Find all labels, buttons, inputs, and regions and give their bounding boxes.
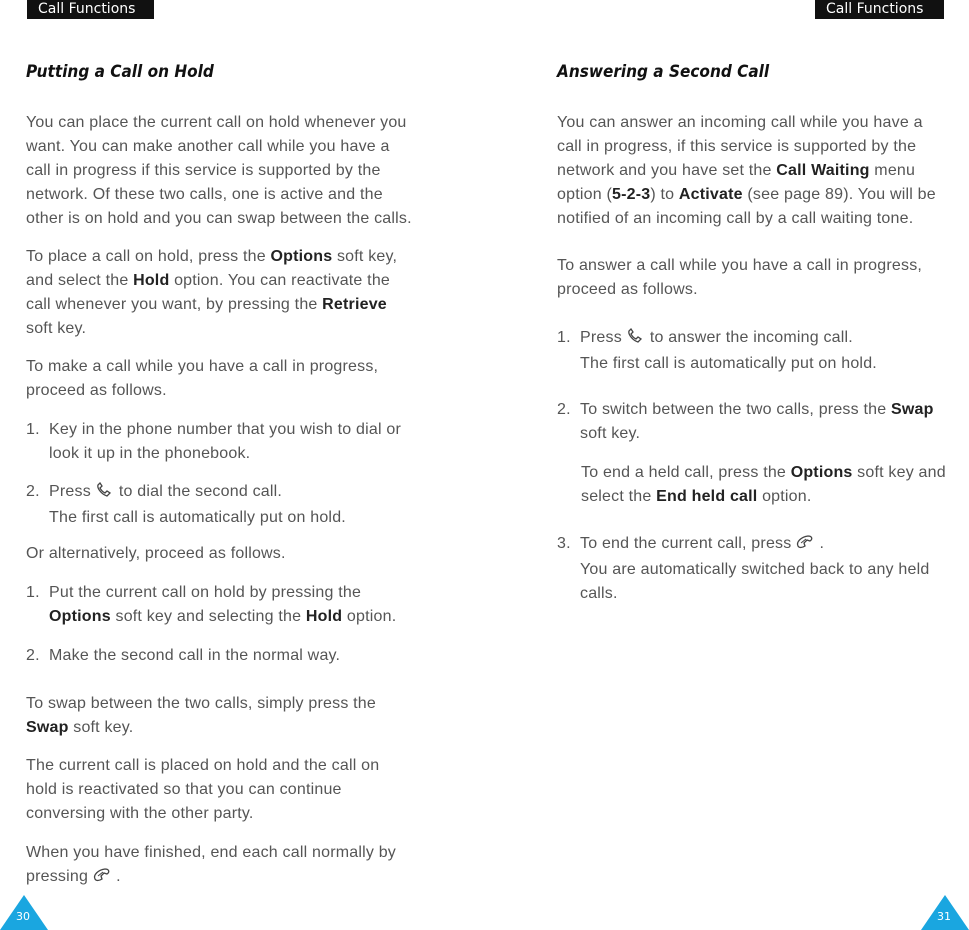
section-title: Answering a Second Call (557, 62, 770, 82)
page-number-left: 30 (16, 910, 30, 923)
list-item: 1. Press to answer the incoming call. The first call is automatically put on hold. (557, 329, 877, 372)
list-item: 1. Put the current call on hold by pressing the Options soft key and selecting the Hold option. (26, 584, 397, 625)
list-item: 2. Make the second call in the normal way. (26, 647, 341, 664)
note-end-held-call: To end a held call, press the Options soft key and select the End held call option. (581, 464, 946, 505)
header-label: Call Functions (826, 1, 924, 17)
list-item: 3. To end the current call, press . You are automatically switched back to any held calls. (557, 535, 930, 602)
header-label: Call Functions (38, 1, 136, 17)
list-item: 2. Press to dial the second call. The first call is automatically put on hold. (26, 483, 346, 526)
paragraph-finish: When you have finished, end each call normally by pressing . (26, 841, 396, 891)
end-key-icon (795, 534, 815, 558)
send-key-icon (95, 482, 115, 506)
paragraph-proceed: To answer a call while you have a call in progress, proceed as follows. (557, 257, 923, 298)
list-item: 2. To switch between the two calls, press the Swap soft key. (557, 401, 934, 442)
header-tab-left (27, 0, 154, 19)
page-number-right: 31 (937, 910, 951, 923)
list-item: 1. Key in the phone number that you wish to dial or look it up in the phonebook. (26, 421, 402, 462)
header-tab-right (815, 0, 944, 19)
end-key-icon (92, 867, 112, 891)
section-title: Putting a Call on Hold (26, 62, 214, 82)
paragraph-hold: To place a call on hold, press the Options soft key, and select the Hold option. You can reactivate the call whenever you want, by pressing the Retrieve soft key. (26, 248, 398, 337)
paragraph-alternative: Or alternatively, proceed as follows. (26, 545, 286, 562)
paragraph-second-call: To make a call while you have a call in progress, proceed as follows. (26, 358, 379, 399)
paragraph-swap: To swap between the two calls, simply press the Swap soft key. (26, 695, 377, 736)
paragraph-intro: You can answer an incoming call while you have a call in progress, if this service is supported by the network and you have set the Call Waiting menu option (5-2-3) to Activate (see page 89). You will be notified of an incoming call by a call waiting tone. (557, 114, 936, 227)
paragraph-intro: You can place the current call on hold whenever you want. You can make another call while you have a call in progress if this service is supported by the network. Of these two calls, one is active and the other is on hold and you can swap between the calls. (26, 114, 412, 227)
paragraph-reactivate: The current call is placed on hold and the call on hold is reactivated so that you can continue conversing with the other party. (26, 757, 380, 822)
send-key-icon (626, 328, 646, 352)
